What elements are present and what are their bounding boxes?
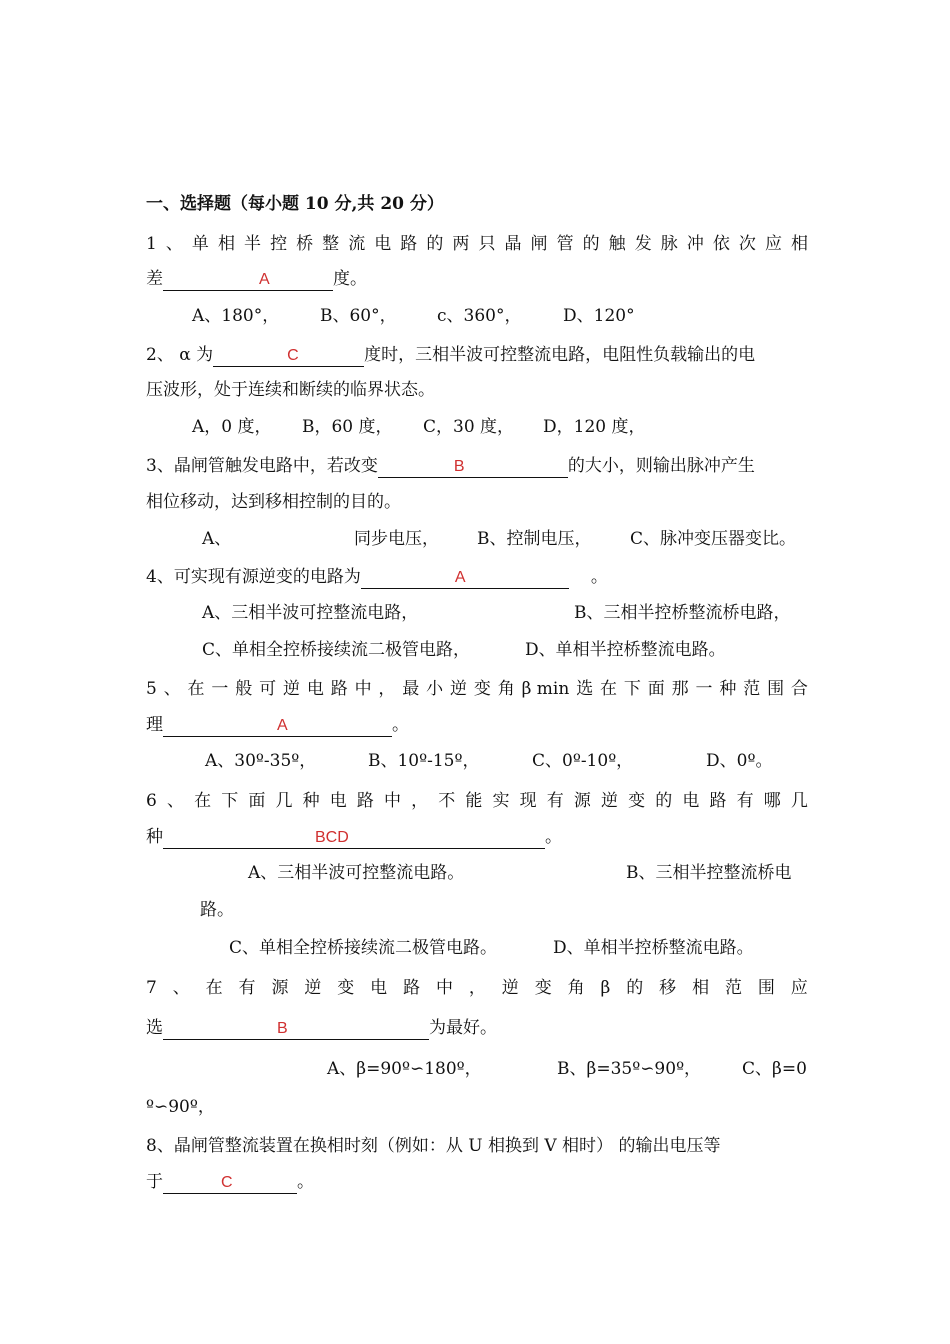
q5-option-d: D、0º。 [706, 751, 773, 771]
q5-option-a: A、30º-35º， [205, 751, 317, 771]
q1-char: 相 [217, 234, 235, 254]
q5-char: 逆 [450, 679, 467, 699]
q7-char: 移 [659, 978, 677, 998]
q2-text-pre: 2、 α 为 [146, 345, 214, 365]
q5-char: 面 [647, 679, 665, 699]
q5-char: 变 [473, 679, 491, 699]
q6-char: 实 [492, 791, 510, 811]
q7-char: 应 [790, 978, 808, 998]
q6-char: 几 [275, 791, 293, 811]
q6-char: 能 [465, 791, 483, 811]
q6-option-b-wrap: 路。 [200, 900, 234, 920]
q1-char: 的 [582, 234, 600, 254]
q5-char: 在 [600, 679, 618, 699]
q2-option-b: B，60 度， [302, 417, 393, 437]
q6-option-a: A、三相半波可控整流电路。 [248, 863, 465, 883]
q1-char: 单 [191, 234, 209, 254]
q1-char: 闸 [530, 234, 548, 254]
q6-char: 有 [546, 791, 564, 811]
q1-char: 路 [400, 234, 418, 254]
q5-line1 [146, 677, 808, 701]
q8-answer-blank[interactable] [163, 1171, 297, 1194]
q6-char: 变 [628, 791, 646, 811]
q6-char: 电 [329, 791, 347, 811]
q1-char: 触 [608, 234, 626, 254]
q6-answer-blank[interactable] [163, 826, 545, 849]
q7-text-pre: 选 [146, 1018, 163, 1038]
q7-char: 中 [435, 978, 453, 998]
q7-option-c-wrap: º∽90º， [146, 1097, 215, 1117]
q6-char: 下 [221, 791, 239, 811]
q2-option-c: C，30 度， [423, 417, 515, 437]
q7-char: 源 [271, 978, 289, 998]
q6-char: 有 [736, 791, 754, 811]
q1-char: 管 [556, 234, 574, 254]
q7-char: 逆 [304, 978, 322, 998]
q7-answer: B [277, 1020, 288, 1037]
q4-option-b: B、三相半控桥整流桥电路， [574, 603, 791, 623]
q5-char: 合 [790, 679, 808, 699]
q5-char: 、 [163, 679, 181, 699]
q3-answer: B [453, 458, 465, 475]
q5-char: 范 [743, 679, 761, 699]
q3-line2: 相位移动，达到移相控制的目的。 [146, 492, 401, 512]
q8-line2 [146, 1170, 808, 1194]
q5-char: 在 [187, 679, 205, 699]
q1-char: 控 [270, 234, 288, 254]
q5-char: 小 [426, 679, 444, 699]
section-title: 一、选择题（每小题 10 分,共 20 分） [146, 194, 444, 214]
q3-option-a: A、 [202, 529, 232, 549]
q2-line1 [146, 343, 808, 367]
q6-char: 6 [146, 791, 157, 811]
q5-char: 角 [497, 679, 515, 699]
q6-char: 路 [356, 791, 374, 811]
q1-char: 1 [146, 234, 157, 254]
q7-char: 逆 [501, 978, 519, 998]
q1-answer: A [259, 271, 270, 288]
q3-option-b: B、控制电压， [477, 529, 592, 549]
q7-char: 范 [724, 978, 742, 998]
q1-char: 应 [764, 234, 782, 254]
q8-line1: 8、晶闸管整流装置在换相时刻（例如：从 U 相换到 V 相时） 的输出电压等 [146, 1136, 721, 1156]
q7-char: 围 [757, 978, 775, 998]
q4-text-pre: 4、可实现有源逆变的电路为 [146, 567, 361, 587]
q1-char: 依 [712, 234, 730, 254]
q6-line2 [146, 825, 808, 849]
q1-char: 次 [738, 234, 756, 254]
q6-answer: BCD [315, 829, 349, 846]
q5-char: ， [378, 679, 396, 699]
q4-answer: A [454, 569, 466, 586]
q1-text-post: 度。 [333, 269, 367, 289]
q5-char: β min [521, 679, 570, 699]
q6-char: 在 [194, 791, 212, 811]
q1-char: 两 [452, 234, 470, 254]
q7-char: 的 [626, 978, 644, 998]
q5-char: 般 [235, 679, 253, 699]
q6-char: 源 [573, 791, 591, 811]
q1-option-a: A、180°， [192, 306, 280, 326]
q5-answer: A [277, 717, 288, 734]
q3-option-c: C、脉冲变压器变比。 [630, 529, 797, 549]
q7-option-b: B、β=35º∽90º， [557, 1059, 702, 1079]
q5-char: 一 [211, 679, 229, 699]
q6-text-post: 。 [545, 827, 562, 847]
q5-char: 路 [330, 679, 348, 699]
q1-char: 脉 [660, 234, 678, 254]
q7-text-post: 为最好。 [429, 1018, 497, 1038]
q1-char: 发 [634, 234, 652, 254]
q1-char: 整 [322, 234, 340, 254]
q2-answer-blank[interactable] [213, 344, 364, 367]
q6-char: 电 [682, 791, 700, 811]
q1-char: 冲 [686, 234, 704, 254]
q5-char: 选 [576, 679, 594, 699]
q5-option-b: B、10º-15º， [368, 751, 480, 771]
q2-text-post: 度时，三相半波可控整流电路，电阻性负载输出的电 [364, 345, 756, 365]
q1-option-d: D、120° [563, 306, 635, 326]
q5-char: 一 [695, 679, 713, 699]
q8-answer: C [221, 1174, 233, 1191]
q3-option-a-text: 同步电压， [354, 529, 439, 549]
q7-char: 、 [172, 978, 190, 998]
q5-char: 下 [623, 679, 641, 699]
q2-line2: 压波形，处于连续和断续的临界状态。 [146, 380, 435, 400]
q1-char: 、 [165, 234, 183, 254]
q5-char: 电 [306, 679, 324, 699]
q5-option-c: C、0º-10º， [532, 751, 634, 771]
q8-text-pre: 于 [146, 1172, 163, 1192]
q7-line2 [146, 1016, 808, 1040]
q6-char: 几 [790, 791, 808, 811]
q1-char: 半 [244, 234, 262, 254]
q7-char: 相 [692, 978, 710, 998]
q6-char: 种 [302, 791, 320, 811]
q5-char: 种 [719, 679, 737, 699]
q6-char: 逆 [600, 791, 618, 811]
q6-char: 的 [655, 791, 673, 811]
q4-option-d: D、单相半控桥整流电路。 [525, 640, 726, 660]
q3-text-pre: 3、晶闸管触发电路中，若改变 [146, 456, 378, 476]
q7-char: 变 [534, 978, 552, 998]
q7-option-c: C、β=0 [742, 1059, 807, 1079]
q7-char: 在 [205, 978, 223, 998]
q5-char: 可 [259, 679, 277, 699]
q3-line1 [146, 454, 808, 478]
q2-option-d: D，120 度， [543, 417, 646, 437]
q5-text-post: 。 [392, 715, 409, 735]
q6-char: 面 [248, 791, 266, 811]
q5-answer-blank[interactable] [163, 714, 392, 737]
q5-char: 中 [354, 679, 372, 699]
q1-char: 晶 [504, 234, 522, 254]
q1-char: 桥 [296, 234, 314, 254]
q6-char: 不 [438, 791, 456, 811]
q6-option-c: C、单相全控桥接续流二极管电路。 [229, 938, 498, 958]
q5-text-pre: 理 [146, 715, 163, 735]
q7-char: 有 [238, 978, 256, 998]
q7-char: 路 [403, 978, 421, 998]
q5-char: 逆 [282, 679, 300, 699]
q6-char: 路 [709, 791, 727, 811]
q7-char: 7 [146, 978, 157, 998]
q7-line1 [146, 976, 808, 1000]
q5-char: 5 [146, 679, 157, 699]
q5-line2 [146, 713, 808, 737]
q1-char: 只 [478, 234, 496, 254]
q2-option-a: A，0 度， [192, 417, 272, 437]
q1-char: 的 [426, 234, 444, 254]
q6-option-d: D、单相半控桥整流电路。 [553, 938, 754, 958]
q8-text-post: 。 [297, 1172, 314, 1192]
q6-char: ， [411, 791, 429, 811]
q7-char: β [600, 978, 611, 998]
q5-char: 那 [671, 679, 689, 699]
q4-line1 [146, 565, 808, 589]
q6-char: 、 [166, 791, 184, 811]
q6-option-b: B、三相半控整流桥电 [626, 863, 792, 883]
q1-line1 [146, 232, 808, 256]
q1-answer-blank[interactable] [163, 268, 333, 291]
q7-option-a: A、β=90º∽180º， [327, 1059, 482, 1079]
q6-line1 [146, 789, 808, 813]
q7-char: 变 [337, 978, 355, 998]
q4-answer-blank[interactable] [361, 566, 569, 589]
q7-char: 电 [370, 978, 388, 998]
q4-option-a: A、三相半波可控整流电路， [202, 603, 419, 623]
q1-char: 流 [348, 234, 366, 254]
q2-answer: C [287, 347, 299, 364]
q5-char: 最 [402, 679, 420, 699]
q6-char: 哪 [763, 791, 781, 811]
q4-option-c: C、单相全控桥接续流二极管电路， [202, 640, 471, 660]
q6-char: 现 [519, 791, 537, 811]
q1-option-c: c、360°， [437, 306, 522, 326]
q4-text-post: 。 [590, 567, 608, 587]
q1-text-pre: 差 [146, 269, 163, 289]
q7-char: 角 [567, 978, 585, 998]
q6-char: 中 [383, 791, 401, 811]
q1-char: 电 [374, 234, 392, 254]
q3-text-post: 的大小，则输出脉冲产生 [567, 456, 755, 476]
q1-option-b: B、60°， [320, 306, 397, 326]
q1-char: 相 [791, 234, 808, 254]
q7-char: ， [468, 978, 486, 998]
q3-answer-blank[interactable] [378, 455, 568, 478]
q1-line2 [146, 267, 808, 291]
q6-text-pre: 种 [146, 827, 163, 847]
q5-char: 围 [767, 679, 785, 699]
q7-answer-blank[interactable] [163, 1017, 429, 1040]
